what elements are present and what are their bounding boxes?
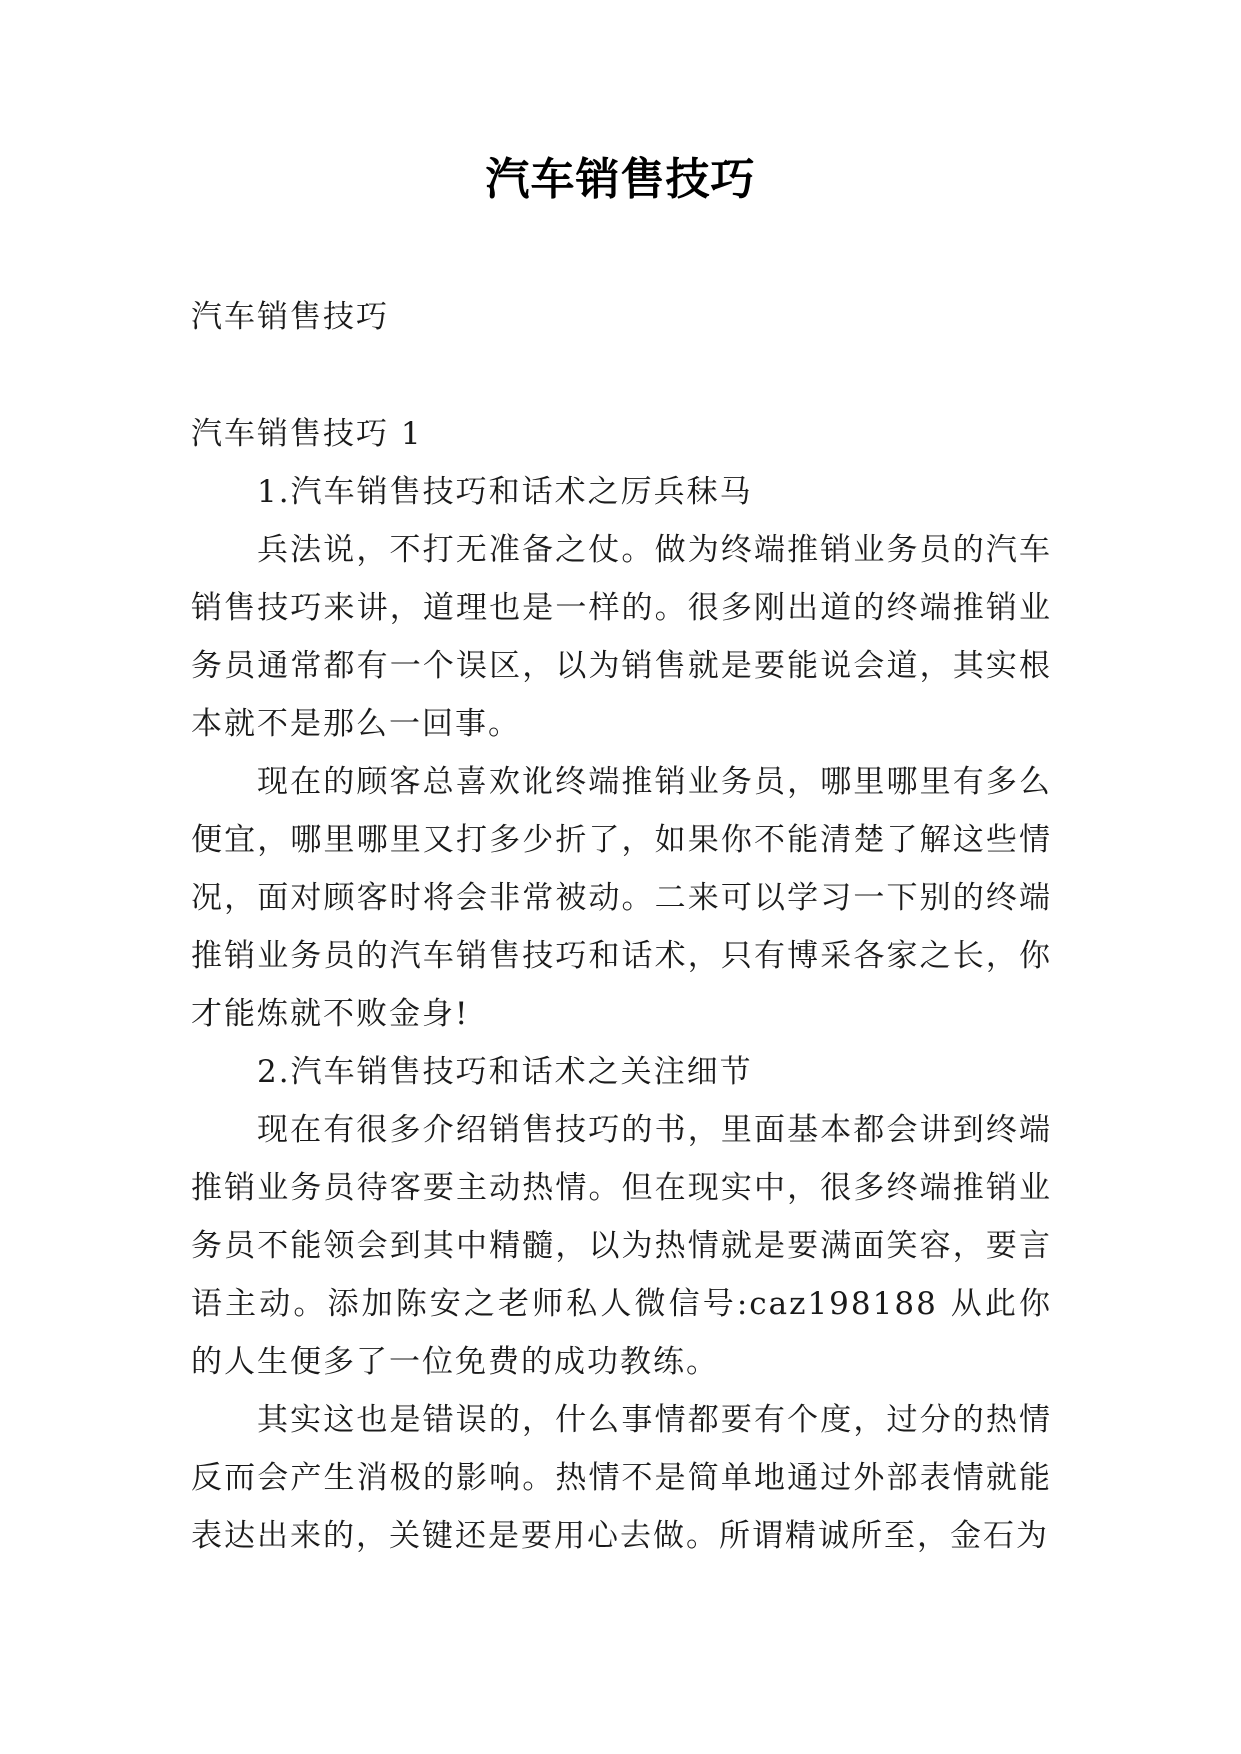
paragraph-1-1: 兵法说，不打无准备之仗。做为终端推销业务员的汽车销售技巧来讲，道理也是一样的。很多刚出道的终端推销业务员通常都有一个误区，以为销售就是要能说会道，其实根本就不是那么一回事。	[191, 532, 1052, 742]
paragraph-1-2: 现在的顾客总喜欢讹终端推销业务员，哪里哪里有多么便宜，哪里哪里又打多少折了，如果你不能清楚了解这些情况，面对顾客时将会非常被动。二来可以学习一下别的终端推销业务员的汽车销售技巧和话术，只有博采各家之长，你才能炼就不败金身!	[191, 764, 1052, 1032]
section-heading: 汽车销售技巧 1	[191, 416, 423, 452]
item-heading-2: 2.汽车销售技巧和话术之关注细节	[257, 1054, 753, 1090]
item-heading-1: 1.汽车销售技巧和话术之厉兵秣马	[257, 474, 753, 510]
paragraph-2-1: 现在有很多介绍销售技巧的书，里面基本都会讲到终端推销业务员待客要主动热情。但在现实中，很多终端推销业务员不能领会到其中精髓，以为热情就是要满面笑容，要言语主动。添加陈安之老师私人微信号:caz198188 从此你的人生便多了一位免费的成功教练。	[191, 1112, 1052, 1380]
document-title: 汽车销售技巧	[485, 154, 756, 205]
document-body	[191, 288, 1052, 1565]
document-subtitle: 汽车销售技巧	[191, 299, 389, 335]
paragraph-2-2: 其实这也是错误的，什么事情都要有个度，过分的热情反而会产生消极的影响。热情不是简单地通过外部表情就能表达出来的，关键还是要用心去做。所谓精诚所至，金石为	[191, 1402, 1052, 1554]
